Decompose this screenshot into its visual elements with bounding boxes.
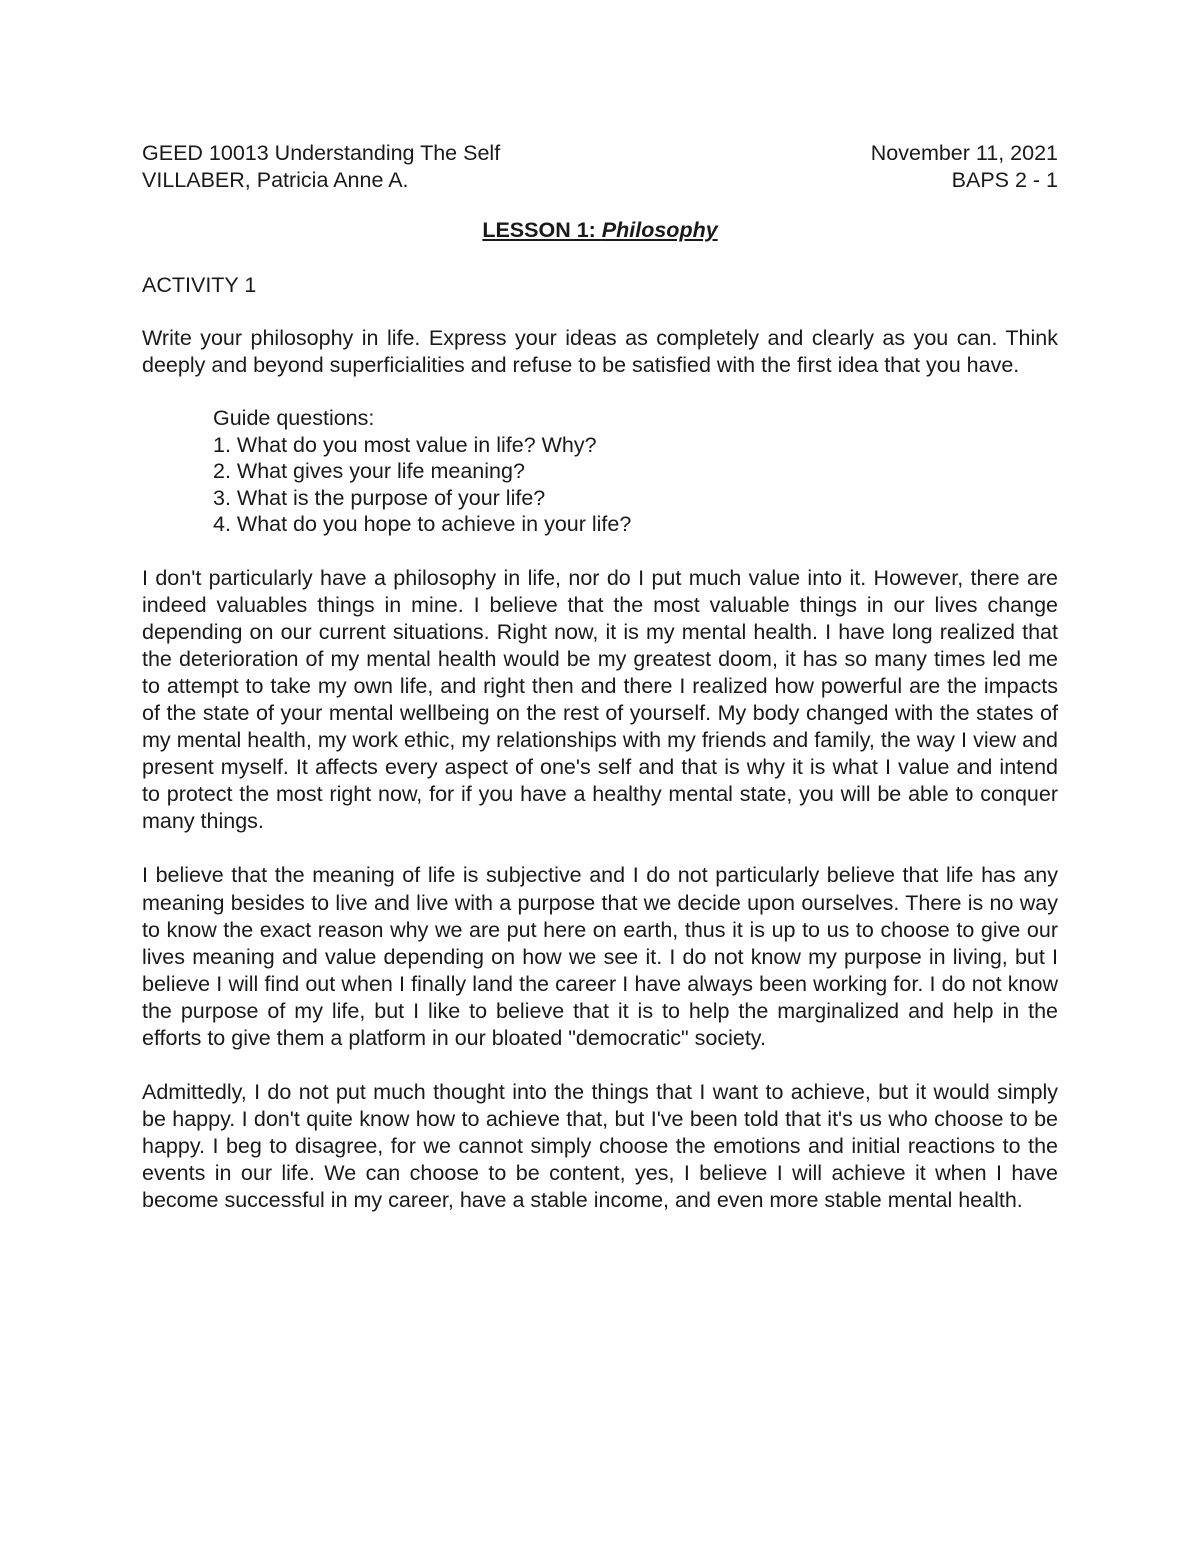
document-page — [142, 140, 1058, 1215]
answer-paragraph: I believe that the meaning of life is subjective and I do not particularly believe that life has any meaning besides to live and live with a purpose that we decide upon ourselves. There is no way to know the exact reason why we are put here on earth, thus it is up to us to choose to give our lives meaning and value depending on how we see it. I do not know my purpose in living, but I believe I will find out when I finally land the career I have always been working for. I do not know the purpose of my life, but I like to believe that it is to help the marginalized and help in the efforts to give them a platform in our bloated "democratic" society. — [142, 863, 1058, 1050]
lesson-title — [142, 217, 1058, 244]
student-section: BAPS 2 - 1 — [951, 168, 1058, 192]
lesson-name: Philosophy — [601, 218, 718, 242]
guide-heading: Guide questions: — [213, 406, 375, 430]
lesson-prefix: LESSON 1: — [482, 218, 602, 242]
guide-question: 2. What gives your life meaning? — [213, 459, 525, 483]
course-title: GEED 10013 Understanding The Self — [142, 141, 501, 165]
activity-label: ACTIVITY 1 — [142, 272, 257, 297]
guide-question: 1. What do you most value in life? Why? — [213, 432, 597, 457]
guide-question: 4. What do you hope to achieve in your life? — [213, 512, 632, 536]
answer-paragraph: Admittedly, I do not put much thought into the things that I want to achieve, but it would simply be happy. I don't quite know how to achieve that, but I've been told that it's us who choose to be happy. I beg to disagree, for we cannot simply choose the emotions and initial reactions to the events in our life. We can choose to be content, yes, I believe I will achieve it when I have become successful in my career, have a stable income, and even more stable mental health. — [142, 1080, 1058, 1213]
student-name: VILLABER, Patricia Anne A. — [142, 168, 409, 192]
guide-question: 3. What is the purpose of your life? — [213, 485, 546, 510]
answer-paragraph: I don't particularly have a philosophy in life, nor do I put much value into it. However, there are indeed valuables things in mine. I believe that the most valuable things in our lives change depending on our current situations. Right now, it is my mental health. I have long realized that the deterioration of my mental health would be my greatest doom, it has so many times led me to attempt to take my own life, and right then and there I realized how powerful are the impacts of the state of your mental wellbeing on the rest of yourself. My body changed with the states of my mental health, my work ethic, my relationships with my friends and family, the way I view and present myself. It affects every aspect of one's self and that is why it is what I value and intend to protect the most right now, for if you have a healthy mental state, you will be able to conquer many things. — [142, 565, 1058, 834]
document-date: November 11, 2021 — [870, 141, 1058, 165]
activity-prompt: Write your philosophy in life. Express your ideas as completely and clearly as you can. Think deeply and beyond superficialities and refuse to be satisfied with the first idea that you have. — [142, 326, 1058, 377]
header-row-2 — [142, 167, 1058, 194]
guide-questions — [142, 405, 1058, 538]
header-row-1 — [142, 140, 1058, 167]
